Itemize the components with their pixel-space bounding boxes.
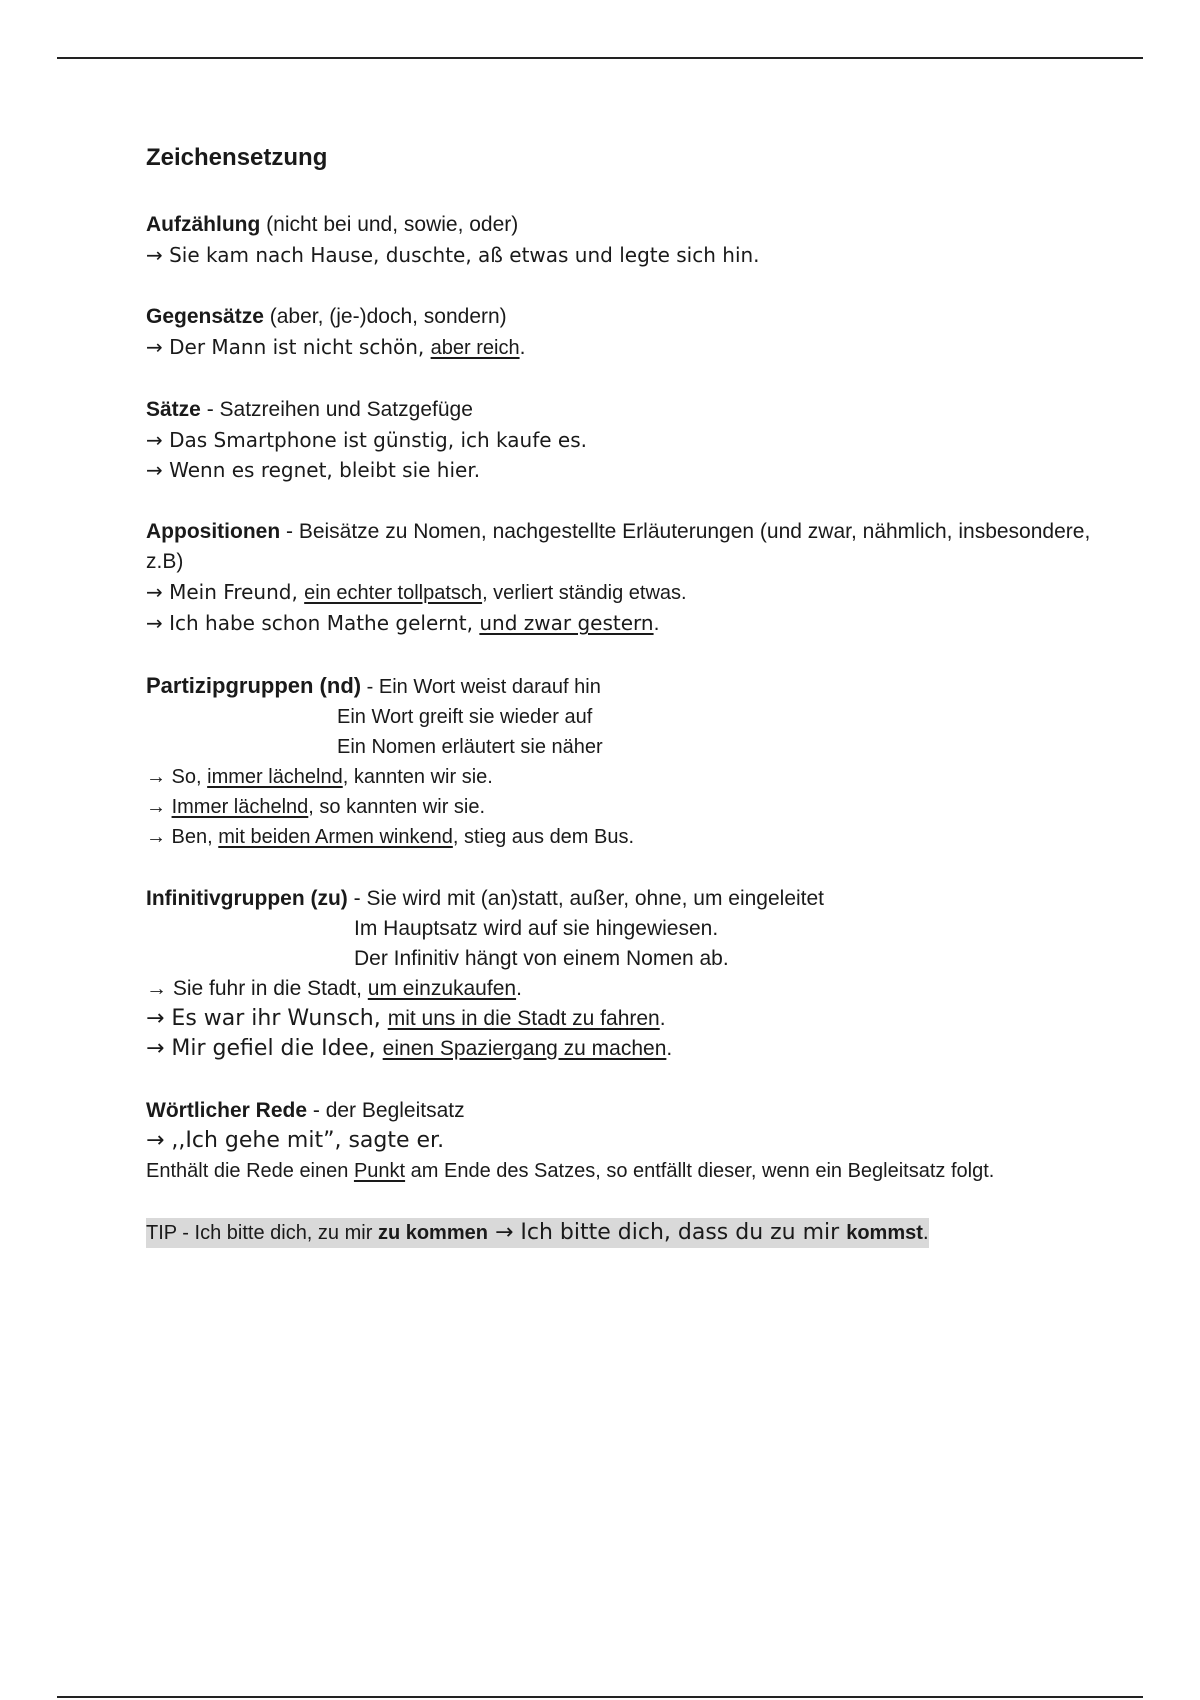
example-appositionen-2: → Ich habe schon Mathe gelernt, und zwar gestern.: [146, 611, 660, 635]
tip-line: [146, 1218, 1106, 1248]
document-body: [146, 144, 1106, 1248]
example-partizip-3: → Ben, mit beiden Armen winkend, stieg aus dem Bus.: [146, 826, 635, 848]
section-aufzaehlung: Aufzählung (nicht bei und, sowie, oder) → Sie kam nach Hause, duschte, aß etwas und legte sich hin.: [146, 210, 1106, 270]
heading-saetze: Sätze: [146, 398, 201, 421]
example-partizip-2: → Immer lächelnd, so kannten wir sie.: [146, 796, 486, 818]
section-infinitiv: Infinitivgruppen (zu) - Sie wird mit (an)statt, außer, ohne, um eingeleitet Im Hauptsatz wird auf sie hingewiesen. Der Infinitiv hängt von einem Nomen ab. → Sie fuhr in die Stadt, um einzukaufen. → Es war ihr Wunsch, mit uns in die Stadt zu fahren. → Mir gefiel die Idee, einen Spaziergang zu machen.: [146, 884, 1106, 1064]
example-gegensaetze: → Der Mann ist nicht schön, aber reich.: [146, 335, 526, 359]
example-aufzaehlung: → Sie kam nach Hause, duschte, aß etwas und legte sich hin.: [146, 243, 760, 267]
heading-infinitiv: Infinitivgruppen (zu): [146, 887, 348, 910]
heading-gegensaetze: Gegensätze: [146, 305, 264, 328]
section-rede: Wörtlicher Rede - der Begleitsatz → ,,Ich gehe mit”, sagte er. Enthält die Rede einen Punkt am Ende des Satzes, so entfällt dieser, wenn ein Begleitsatz folgt.: [146, 1096, 1106, 1186]
tip-highlight: TIP - Ich bitte dich, zu mir zu kommen → Ich bitte dich, dass du zu mir kommst.: [146, 1218, 929, 1248]
heading-partizip: Partizipgruppen (nd): [146, 673, 362, 698]
heading-appositionen: Appositionen: [146, 520, 281, 543]
example-infinitiv-2: → Es war ihr Wunsch, mit uns in die Stadt zu fahren.: [146, 1006, 666, 1031]
example-infinitiv-1: → Sie fuhr in die Stadt, um einzukaufen.: [146, 977, 522, 1000]
example-saetze-2: → Wenn es regnet, bleibt sie hier.: [146, 458, 481, 482]
top-rule: [57, 57, 1143, 59]
section-partizip: Partizipgruppen (nd) - Ein Wort weist darauf hin Ein Wort greift sie wieder auf Ein Nomen erläutert sie näher → So, immer lächelnd, kannten wir sie. → Immer lächelnd, so kannten wir sie. → Ben, mit beiden Armen winkend, stieg aus dem Bus.: [146, 671, 1106, 852]
page-title: Zeichensetzung: [146, 144, 328, 171]
example-partizip-1: → So, immer lächelnd, kannten wir sie.: [146, 766, 493, 788]
example-infinitiv-3: → Mir gefiel die Idee, einen Spaziergang zu machen.: [146, 1036, 673, 1061]
section-saetze: Sätze - Satzreihen und Satzgefüge → Das Smartphone ist günstig, ich kaufe es. → Wenn es regnet, bleibt sie hier.: [146, 395, 1106, 485]
heading-rede: Wörtlicher Rede: [146, 1099, 308, 1122]
bottom-rule: [57, 1696, 1143, 1698]
example-appositionen-1: → Mein Freund, ein echter tollpatsch, verliert ständig etwas.: [146, 580, 687, 604]
section-appositionen: Appositionen - Beisätze zu Nomen, nachgestellte Erläuterungen (und zwar, nähmlich, insbesondere, z.B) → Mein Freund, ein echter tollpatsch, verliert ständig etwas. → Ich habe schon Mathe gelernt, und zwar gestern.: [146, 517, 1106, 639]
heading-aufzaehlung: Aufzählung: [146, 213, 261, 236]
example-saetze-1: → Das Smartphone ist günstig, ich kaufe es.: [146, 428, 587, 452]
rule-rede: Enthält die Rede einen Punkt am Ende des Satzes, so entfällt dieser, wenn ein Begleitsatz folgt.: [146, 1160, 995, 1182]
section-gegensaetze: Gegensätze (aber, (je-)doch, sondern) → Der Mann ist nicht schön, aber reich.: [146, 302, 1106, 363]
example-rede: → ,,Ich gehe mit”, sagte er.: [146, 1128, 445, 1153]
